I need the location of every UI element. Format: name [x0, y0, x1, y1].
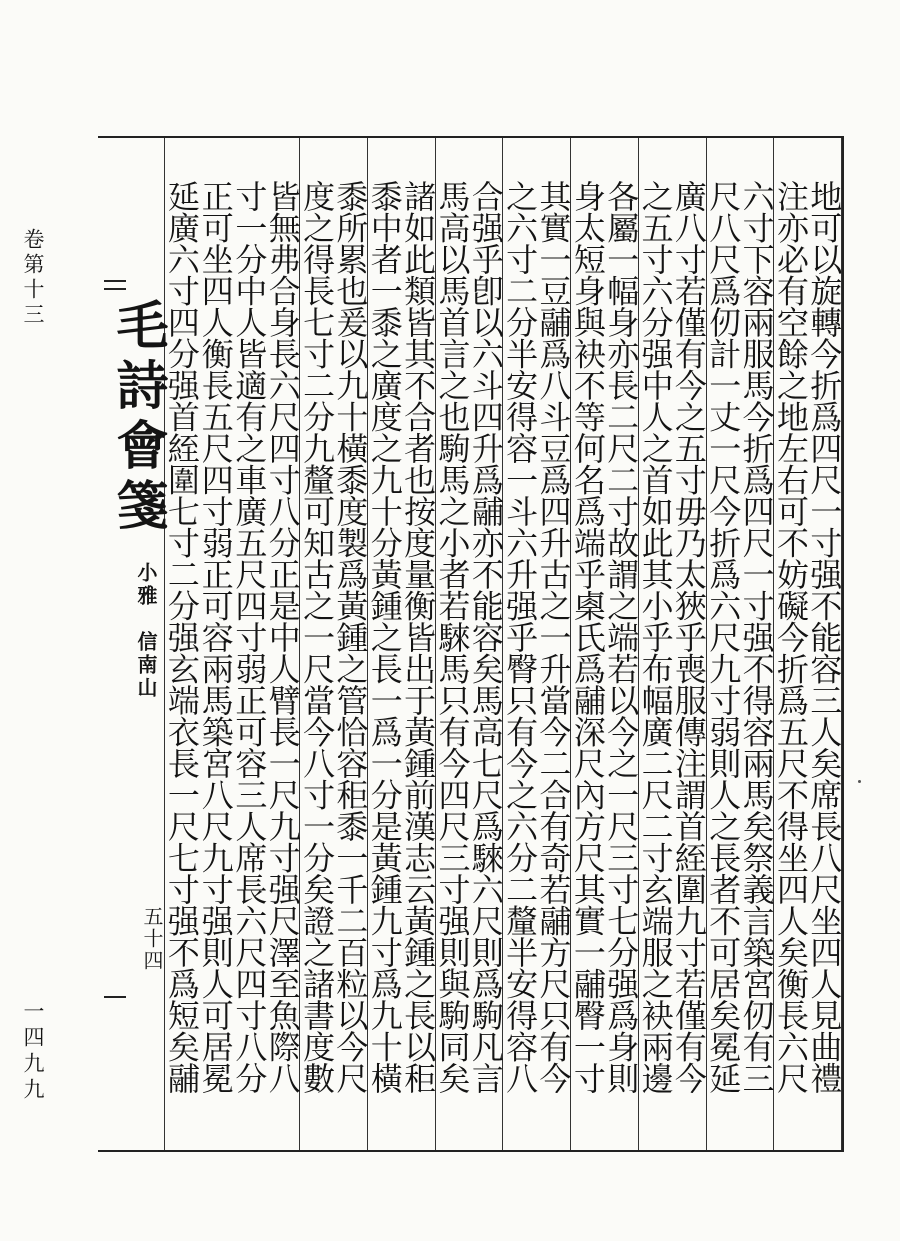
text-column [162, 138, 235, 1150]
column-line-a: 各屬一幅身亦長二尺二寸故謂之端若以今之一尺三寸七分强爲身則 [602, 180, 641, 1094]
column-line-b: 注亦必有空餘之地左右可不妨礙今折爲五尺不得坐四人矣衡長六尺 [771, 180, 810, 1094]
column-line-a: 廣八寸若僅有今之五寸毋乃太狹乎喪服傳注謂首絰圍九寸若僅有今 [669, 180, 708, 1094]
text-column [365, 138, 438, 1150]
text-frame [98, 136, 844, 1152]
book-title: 毛詩會箋 [107, 298, 168, 538]
column-line-b: 之六寸二分半安得容一斗六升强乎臀只有今之六分二釐半安得容八 [501, 180, 540, 1094]
column-line-b: 身太短身與袂不等何名爲端乎㮚氏爲鬴深尺內方尺其實一鬴臀一寸 [568, 180, 607, 1094]
text-column [300, 138, 368, 1150]
fishtail-rule-bottom [104, 996, 126, 998]
column-line-a: 皆無弗合身長六尺四寸八分正是中人臂長一尺九寸强尺澤至魚際八 [263, 180, 302, 1094]
column-line-a: 地可以旋轉今折爲四尺一寸强不能容三人矣席長八尺坐四人見曲禮 [805, 180, 844, 1094]
column-line-b: 度之得長七寸二分九釐可知古之一尺當今八寸一分矣證之諸書度數 [298, 180, 337, 1094]
fishtail-rule [104, 280, 126, 290]
column-line-a: 黍所累也爰以九十橫黍度製爲黃鍾之管恰容秬黍一千二百粒以今尺 [331, 180, 370, 1094]
page-number: 一四九九 [21, 1000, 45, 1104]
column-line-a: 其實一豆鬴爲八斗豆爲四升古之一升當今二合有奇若鬴方尺只有今 [534, 180, 573, 1094]
column-line-b: 延廣六寸四分强首絰圍七寸二分强玄端衣長一尺七寸强不爲短矣鬴 [162, 180, 201, 1094]
block-heart [98, 138, 168, 1150]
text-column [230, 138, 302, 1150]
column-line-b: 尺八尺爲仞計一丈一尺今折爲六尺九寸弱則人之長者不可居矣冕延 [704, 180, 743, 1094]
column-line-b: 寸一分中人皆適有之車廣五尺四寸弱正可容三人席長六尺四寸八分 [230, 180, 269, 1094]
column-line-b: 之五寸六分强中人之首如此其小乎布幅廣二尺二寸玄端服之袂兩邊 [636, 180, 675, 1094]
folio-number: 五十四 [140, 906, 164, 972]
text-column [501, 138, 573, 1150]
column-line-b: 馬高以馬首言之也駒馬之小者若騋馬只有今四尺三寸强則與駒同矣 [433, 180, 472, 1094]
text-column [771, 138, 844, 1150]
volume-label: 卷第十三 [21, 228, 45, 328]
column-line-a: 正可坐四人衡長五尺四寸弱正可容兩馬築宮八尺九寸强則人可居冕 [196, 180, 235, 1094]
text-column [704, 138, 776, 1150]
speck [858, 780, 861, 783]
text-column [433, 138, 505, 1150]
column-line-a: 六寸下容兩服馬今折爲四尺一寸强不得容兩馬矣祭義言築宮仞有三 [737, 180, 776, 1094]
column-line-a: 合强乎卽以六斗四升爲鬴亦不能容矣馬高七尺爲騋六尺則爲駒凡言 [466, 180, 505, 1094]
text-column [636, 138, 708, 1150]
column-line-a: 諸如此類皆其不合者也按度量衡皆出于黃鍾前漢志云黃鍾之長以秬 [399, 180, 438, 1094]
column-line-b: 黍中者一黍之廣度之九十分黃鍾之長一爲一分是黃鍾九寸爲九十橫 [365, 180, 404, 1094]
text-column [568, 138, 641, 1150]
section-title: 小雅 信南山 [134, 562, 158, 700]
